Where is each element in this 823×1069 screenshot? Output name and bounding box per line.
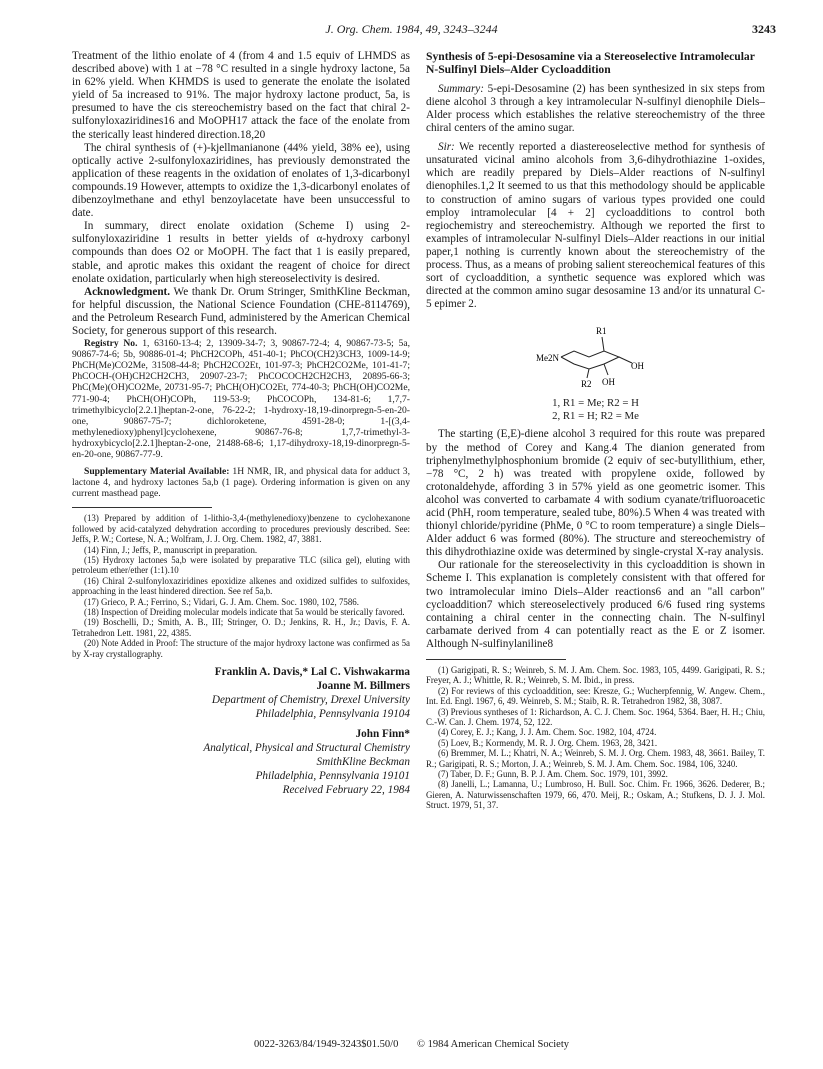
footnote: (13) Prepared by addition of 1-lithio-3,4-(methylenedioxy)benzene to cyclohexanone followed by acid-catalyzed dehydration according to procedures previously described. See: Jeffs, P. W.; Cortese, N. A.; Wolfram, J. J. Org. Chem. 1982, 47, 3881. (72, 513, 410, 545)
footnote-divider-right (426, 659, 566, 660)
footnote: (20) Note Added in Proof: The structure of the major hydroxy lactone was confirmed as 5a by X-ray crystallography. (72, 638, 410, 659)
footnote: (18) Inspection of Dreiding molecular models indicate that 5a would be sterically favored. (84, 607, 405, 618)
received-date: Received February 22, 1984 (282, 784, 410, 797)
paragraph-sir (426, 141, 765, 311)
authors-line-1: Franklin A. Davis,* Lal C. Vishwakarma (214, 666, 410, 679)
structure-drawing (426, 317, 765, 395)
label-r2: R2 (581, 379, 592, 390)
supplementary-material (72, 466, 410, 499)
affiliation-drexel-city: Philadelphia, Pennsylvania 19104 (255, 708, 410, 721)
footnote: (14) Finn, J.; Jeffs, P., manuscript in preparation. (84, 544, 258, 555)
chemical-structure (426, 317, 765, 395)
footnote-divider (72, 507, 212, 508)
authors-line-2: Joanne M. Billmers (316, 680, 410, 693)
supplementary-text: 1H NMR, IR, and physical data for adduct 3, lactone 4, and hydroxy lactones 5a,b (1 page). Ordering information is given on any current masthead page. (72, 466, 410, 500)
footnote: (7) Taber, D. F.; Gunn, B. P. J. Am. Chem. Soc. 1979, 101, 3992. (438, 769, 668, 780)
sir-heading: Sir: (438, 141, 455, 154)
registry-heading: Registry No. (84, 338, 138, 350)
paragraph-summary: In summary, direct enolate oxidation (Scheme I) using 2-sulfonyloxaziridine 1 results in better yields of α-hydroxy carbonyl compounds than does O2 or MoOPH. The fact that 1 is easily prepared, stable, and aprotic makes this oxidant the reagent of choice for direct enolate oxidation, particularly when high stereoselectivity is desired. (72, 220, 410, 285)
footnote: (5) Loev, B.; Kormendy, M. R. J. Org. Chem. 1963, 28, 3421. (438, 737, 658, 748)
paragraph-diene-alcohol: The starting (E,E)-diene alcohol 3 required for this route was prepared by the method of Corey and Kang.4 The dianion generated from triphenylmethylphosphonium bromide (2 equiv of sec-butyllithium, ether, −78 °C, 2 h) was treated with propylene oxide, followed by crotonaldehyde, affording 3 in 57% yield as one geometric isomer. This alcohol was converted to carbamate 4 with sodium cyanate/trifluoroacetic acid (PhH, room temperature, sealed tube, 80%).5 When 4 was treated with thionyl chloride/pyridine (PhMe, 0 °C to room temperature) a single Diels–Alder adduct 6 was formed (80%). The structure and stereochemistry of this dihydrothiazine oxide was determined by single-crystal X-ray analysis. (426, 428, 765, 559)
acknowledgment-text: We thank Dr. Orum Stringer, SmithKline Beckman, for helpful discussion, the National Science Foundation (CHE-8114769), and the Petroleum Research Fund, administered by the American Chemical Society, for generous support of this research. (72, 285, 410, 337)
article-summary (426, 83, 765, 135)
running-header (0, 22, 823, 42)
author-finn: John Finn* (355, 728, 410, 741)
registry-numbers (72, 338, 410, 460)
copyright: © 1984 American Chemical Society (416, 1039, 570, 1050)
label-dimethylamino: Me2N (536, 353, 559, 364)
paragraph-kjellmanianone: The chiral synthesis of (+)-kjellmanianone (44% yield, 38% ee), using optically active 2-sulfonyloxaziridines, has previously demonstrated the application of these reagents in the oxidation of enolates of 1,3-dicarbonyl compounds.19 However, attempts to oxidize the 1,3-dicarbonyl enolates of dibenzoylmethane and ethyl benzoylacetate have been unsuccessful to date. (72, 141, 410, 220)
compound-1-label: 1, R1 = Me; R2 = H (552, 397, 639, 410)
footnote: (4) Corey, E. J.; Kang, J. J. Am. Chem. Soc. 1982, 104, 4724. (438, 727, 657, 738)
right-footnotes (426, 665, 765, 811)
footnote: (15) Hydroxy lactones 5a,b were isolated by preparative TLC (silica gel), eluting with petroleum ether/ether (1:1).10 (72, 555, 410, 576)
journal-citation: J. Org. Chem. 1984, 49, 3243–3244 (325, 22, 498, 36)
affiliation-drexel: Department of Chemistry, Drexel University (211, 694, 410, 707)
article-title: Synthesis of 5-epi-Desosamine via a Stereoselective Intramolecular N-Sulfinyl Diels–Alder Cycloaddition (426, 50, 755, 77)
summary-text: 5-epi-Desosamine (2) has been synthesized in six steps from diene alcohol 3 through a key intramolecular N-sulfinyl dienophile Diels–Alder process which establishes the relative stereochemistry of the three chiral centers of the amino sugar. (426, 82, 766, 135)
footnote: (2) For reviews of this cycloaddition, see: Kresze, G.; Wucherpfennig, W. Angew. Chem., Int. Ed. Engl. 1967, 6, 49. Weinreb, S. M.; Staib, R. R. Tetrahedron 1982, 38, 3087. (426, 685, 765, 707)
label-hydroxyl-2: OH (631, 361, 644, 372)
left-column (72, 50, 410, 797)
right-column (426, 50, 765, 811)
summary-heading: Summary: (438, 82, 484, 95)
acknowledgment-heading: Acknowledgment. (84, 285, 171, 298)
page-number: 3243 (752, 22, 776, 36)
footnote: (1) Garigipati, R. S.; Weinreb, S. M. J. Am. Chem. Soc. 1983, 105, 4499. Garigipati, R. S.; Freyer, A. J.; Whittle, R. R.; Weinreb, S. M. Ibid., in press. (426, 665, 765, 686)
affiliation-smithkline-dept: Analytical, Physical and Structural Chemistry (203, 742, 410, 755)
footnote: (3) Previous syntheses of 1: Richardson, A. C. J. Chem. Soc. 1964, 5364. Baer, H. H.; Chiu, C.-W. Can. J. Chem. 1974, 52, 122. (426, 706, 765, 728)
footnote: (19) Boschelli, D.; Smith, A. B., III; Stringer, O. D.; Jenkins, R. H., Jr.; Davis, F. A. Tetrahedron Lett. 1981, 22, 4385. (72, 617, 410, 638)
footnote: (6) Bremmer, M. L.; Khatri, N. A.; Weinreb, S. M. J. Org. Chem. 1983, 48, 3661. Bailey, T. R.; Garigipati, R. S.; Morton, J. A.; Weinreb, S. M. J. Am. Chem. Soc. 1984, 106, 3240. (426, 748, 765, 769)
paragraph-lithio-enolate: Treatment of the lithio enolate of 4 (from 4 and 1.5 equiv of LHMDS as described above) with 1 at −78 °C resulted in a single hydroxy lactone, 5a in 62% yield. When KHMDS is used to generate the enolate the isolated yield of 5a increased to 91%. The major hydroxy lactone product, 5a, is presumed to have the cis stereochemistry based on the fact that chiral 2-sulfonyloxaziridines16 and MoOPH17 attack the face of the enolate from the sterically least hindered direction.18,20 (72, 50, 410, 141)
affiliation-smithkline: SmithKline Beckman (316, 756, 410, 769)
supplementary-heading: Supplementary Material Available: (84, 466, 230, 478)
label-hydroxyl-1: OH (602, 377, 615, 388)
affiliation-smithkline-city: Philadelphia, Pennsylvania 19101 (255, 770, 410, 783)
compound-2-label: 2, R1 = H; R2 = Me (552, 409, 639, 422)
page-footer (0, 1039, 823, 1050)
paragraph-rationale: Our rationale for the stereoselectivity in this cycloaddition is shown in Scheme I. This explanation is completely consistent with that offered for two intramolecular imino Diels–Alder reactions6 and an "all carbon" cycloaddition7 which stereoselectively produced 6/6 fused ring systems containing a chiral center in the connecting chain. The N-sulfinyl carbamate derived from 4 can potentially react as the E or Z isomer. Although N-sulfinylaniline8 (426, 559, 765, 650)
left-footnotes (72, 513, 410, 659)
author-block (72, 665, 410, 797)
registry-text: 1, 63160-13-4; 2, 13909-34-7; 3, 90867-72-4; 4, 90867-73-5; 5a, 90867-74-6; 5b, 90886-01-4; PhCH2COPh, 451-40-1; PhCO(CH2)3CH3, 1009-14-9; PhCH(Me)CO2Me, 31508-44-8; PhCH2CO2Et, 101-97-3; PhCH2CO2Me, 101-41-7; PhCOCH-(OH)CH2CH2CH3, 20907-23-7; PhCOCOCH2CH2CH3, 20895-66-3; PhC(Me)(OH)CO2Me, 20731-95-7; PhCH(OH)CO2Et, 774-40-3; PhCH(OH)CO2Me, 771-90-4; PhCH(OH)COPh, 119-53-9; PhCOCOPh, 134-81-6; 1,7,7-trimethylbicyclo[2.2.1]heptan-2-one, 76-22-2; 1-hydroxy-18,19-dinorpregn-5-en-20-one, 90867-75-7; dichloroketene, 4591-28-0; 1-[(3,4-methylenedioxy)phenyl]cyclohexene, 90867-76-8; 1,7,7-trimethyl-3-hydroxybicyclo[2.2.1]heptan-2-one, 21488-68-6; 1,17-dihydroxy-18,19-dinorpregn-5-en-20-one, 90867-77-9. (72, 338, 410, 460)
footnote: (17) Grieco, P. A.; Ferrino, S.; Vidari, G. J. Am. Chem. Soc. 1980, 102, 7586. (84, 596, 359, 607)
footnote: (16) Chiral 2-sulfonyloxaziridines epoxidize alkenes and oxidized sulfides to sulfoxides, approaching in the least hindered direction. See ref 5a,b. (72, 575, 410, 597)
sir-text: We recently reported a diastereoselective method for synthesis of unsaturated vicinal amino alcohols from 3,6-dihydrothiazine 1-oxides, which are readily prepared by Diels–Alder reactions of N-sulfinyl dienophiles.1,2 It seemed to us that this methodology should be applicable to construction of amino sugars of various types provided one could employ intramolecular [4 + 2] cycloadditions to control both regiochemistry and stereochemistry. Although we reported the first to examples of intramolecular N-sulfinyl Diels–Alder reactions in our initial paper,1 nothing is currently known about the stereochemistry of the process. Thus, as a means of probing salient stereochemical features of this sort of cycloaddition, a synthetic sequence was explored which was directed at the common amino sugar desosamine 13 and/or its unnatural C-5 epimer 2. (426, 141, 765, 311)
footnote: (8) Janelli, L.; Lamanna, U.; Lumbroso, H. Bull. Soc. Chim. Fr. 1966, 3626. Dederer, B.; Gieren, A. Naturwissenschaften 1979, 66, 470. Meij, R.; Oskam, A.; Stufkens, D. J. J. Mol. Struct. 1979, 51, 37. (426, 779, 765, 811)
acknowledgment (72, 286, 410, 338)
article-code: 0022-3263/84/1949-3243$01.50/0 (253, 1039, 399, 1050)
label-r1: R1 (596, 326, 607, 337)
